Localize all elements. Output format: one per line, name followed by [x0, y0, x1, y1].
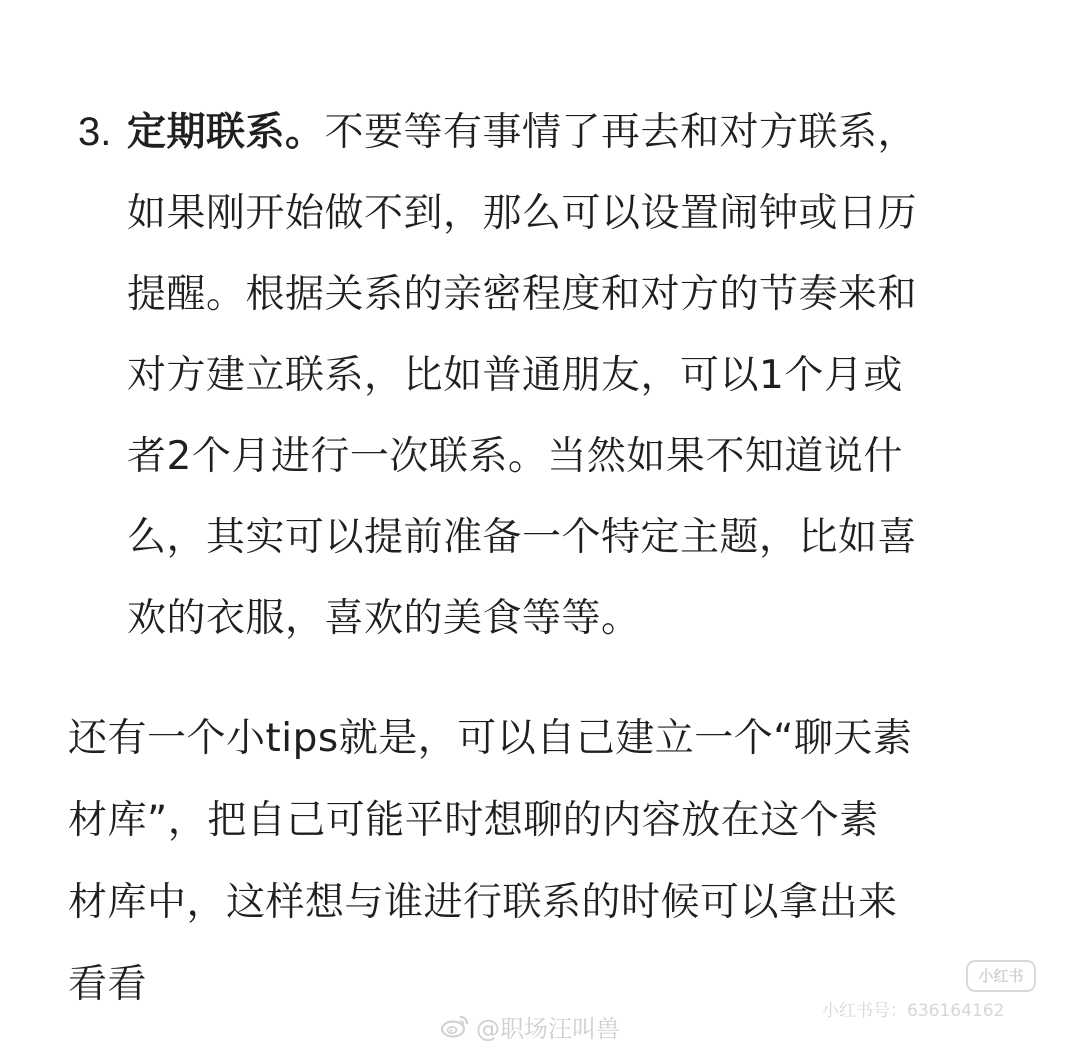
- tip-line: 材库中，这样想与谁进行联系的时候可以拿出来: [68, 880, 898, 925]
- list-item-line: 者2个月进行一次联系。当然如果不知道说什: [127, 434, 903, 479]
- list-item-line: 提醒。根据关系的亲密程度和对方的节奏来和: [127, 272, 918, 317]
- weibo-handle: @职场汪叫兽: [476, 1014, 620, 1043]
- list-item-line: 如果刚开始做不到，那么可以设置闹钟或日历: [127, 191, 918, 236]
- tip-line: 还有一个小tips就是，可以自己建立一个“聊天素: [68, 716, 913, 761]
- list-item-line: 不要等有事情了再去和对方联系，: [324, 110, 918, 155]
- tip-line: 材库”，把自己可能平时想聊的内容放在这个素: [68, 798, 879, 843]
- list-item-number: 3.: [78, 110, 112, 154]
- tip-line: 看看: [68, 962, 148, 1007]
- xiaohongshu-id-watermark: 小红书号：636164162: [822, 1001, 1005, 1021]
- xiaohongshu-watermark-badge: 小红书: [966, 960, 1036, 992]
- list-item-line: 对方建立联系，比如普通朋友，可以1个月或: [127, 353, 903, 398]
- list-item-line: 欢的衣服，喜欢的美食等等。: [127, 596, 641, 641]
- weibo-credit-watermark: [440, 1008, 620, 1044]
- list-item-body: [127, 92, 1027, 659]
- weibo-logo-icon: [440, 1014, 470, 1038]
- numbered-list-item: [78, 92, 1038, 659]
- list-item-line: 么，其实可以提前准备一个特定主题，比如喜: [127, 515, 918, 560]
- tip-paragraph: [68, 698, 1018, 1026]
- list-item-heading: 定期联系。: [127, 110, 325, 155]
